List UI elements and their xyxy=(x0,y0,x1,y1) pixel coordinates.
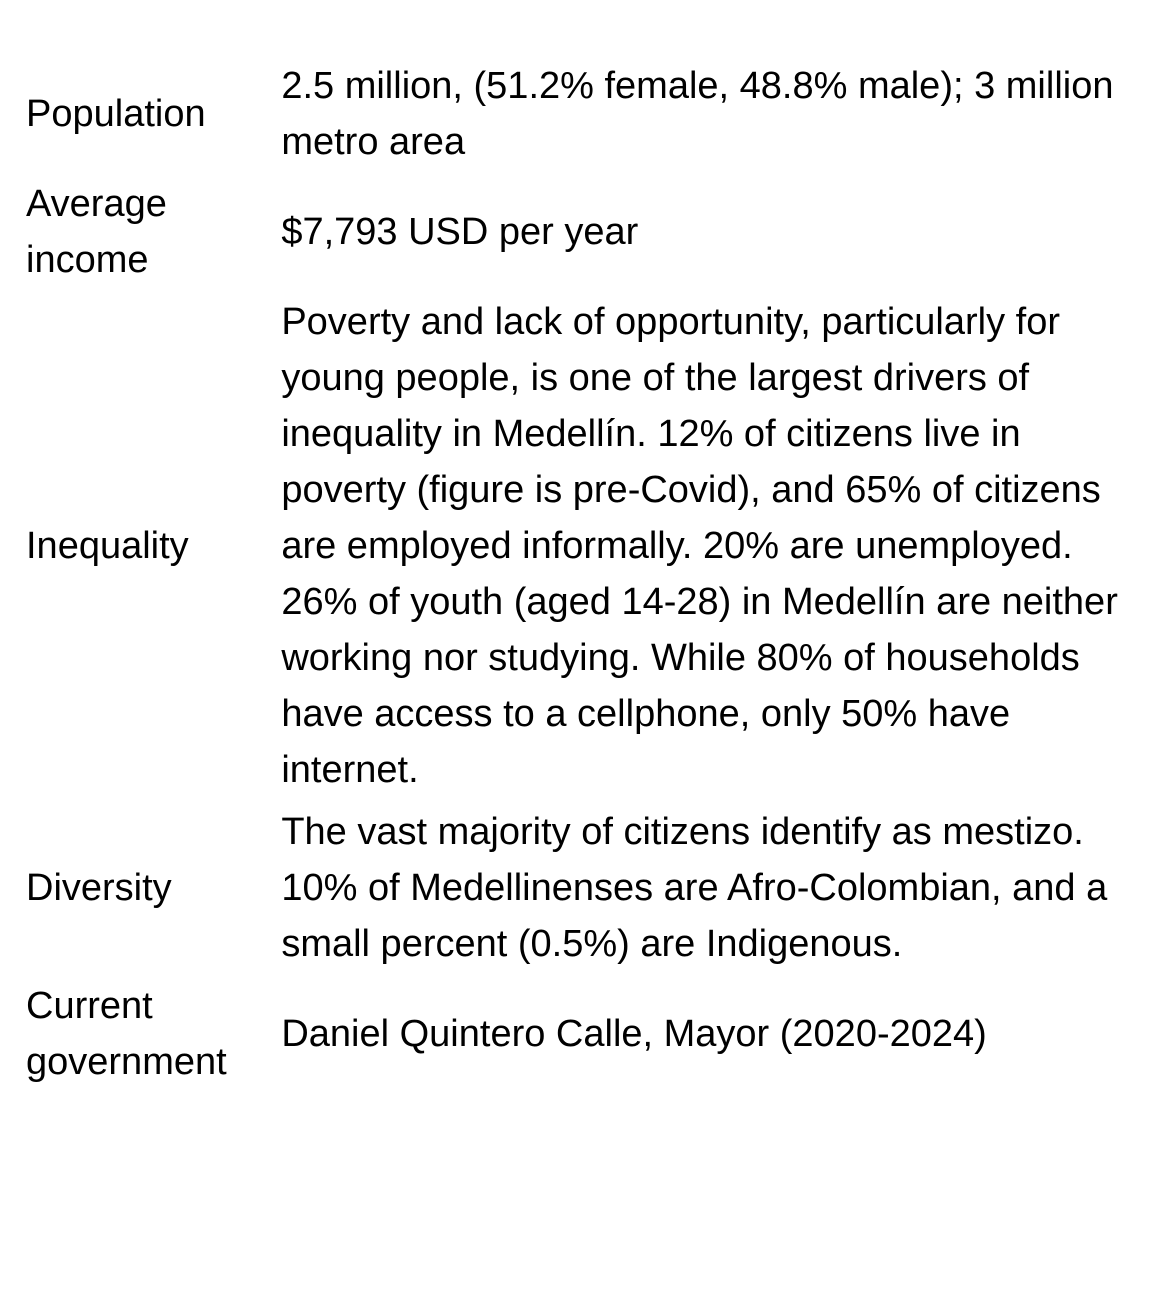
row-label: Current government xyxy=(26,985,227,1083)
row-label: Inequality xyxy=(26,525,189,567)
row-value: 2.5 million, (51.2% female, 48.8% male); 3 million metro area xyxy=(281,65,1114,163)
row-value: Daniel Quintero Calle, Mayor (2020-2024) xyxy=(281,1013,987,1055)
city-facts-table xyxy=(26,58,1146,1090)
city-facts-body xyxy=(26,58,1146,1090)
row-value: Poverty and lack of opportunity, particularly for young people, is one of the largest drivers of inequality in Medellín. 12% of citizens live in poverty (figure is pre-Covid), and 65% of citizens are employed informally. 20% are unemployed. 26% of youth (aged 14-28) in Medellín are neither working nor studying. While 80% of households have access to a cellphone, only 50% have internet. xyxy=(281,301,1118,791)
row-value: The vast majority of citizens identify as mestizo. 10% of Medellinenses are Afro-Colombian, and a small percent (0.5%) are Indigenous. xyxy=(281,811,1108,965)
table-row-current-government xyxy=(26,972,1146,1090)
table-row-diversity xyxy=(26,798,1146,972)
table-row-average-income xyxy=(26,170,1146,288)
table-row-inequality xyxy=(26,288,1146,798)
row-value: $7,793 USD per year xyxy=(281,211,639,253)
row-label: Average income xyxy=(26,183,167,281)
row-label: Population xyxy=(26,93,206,135)
table-row-population xyxy=(26,58,1146,170)
row-label: Diversity xyxy=(26,867,172,909)
